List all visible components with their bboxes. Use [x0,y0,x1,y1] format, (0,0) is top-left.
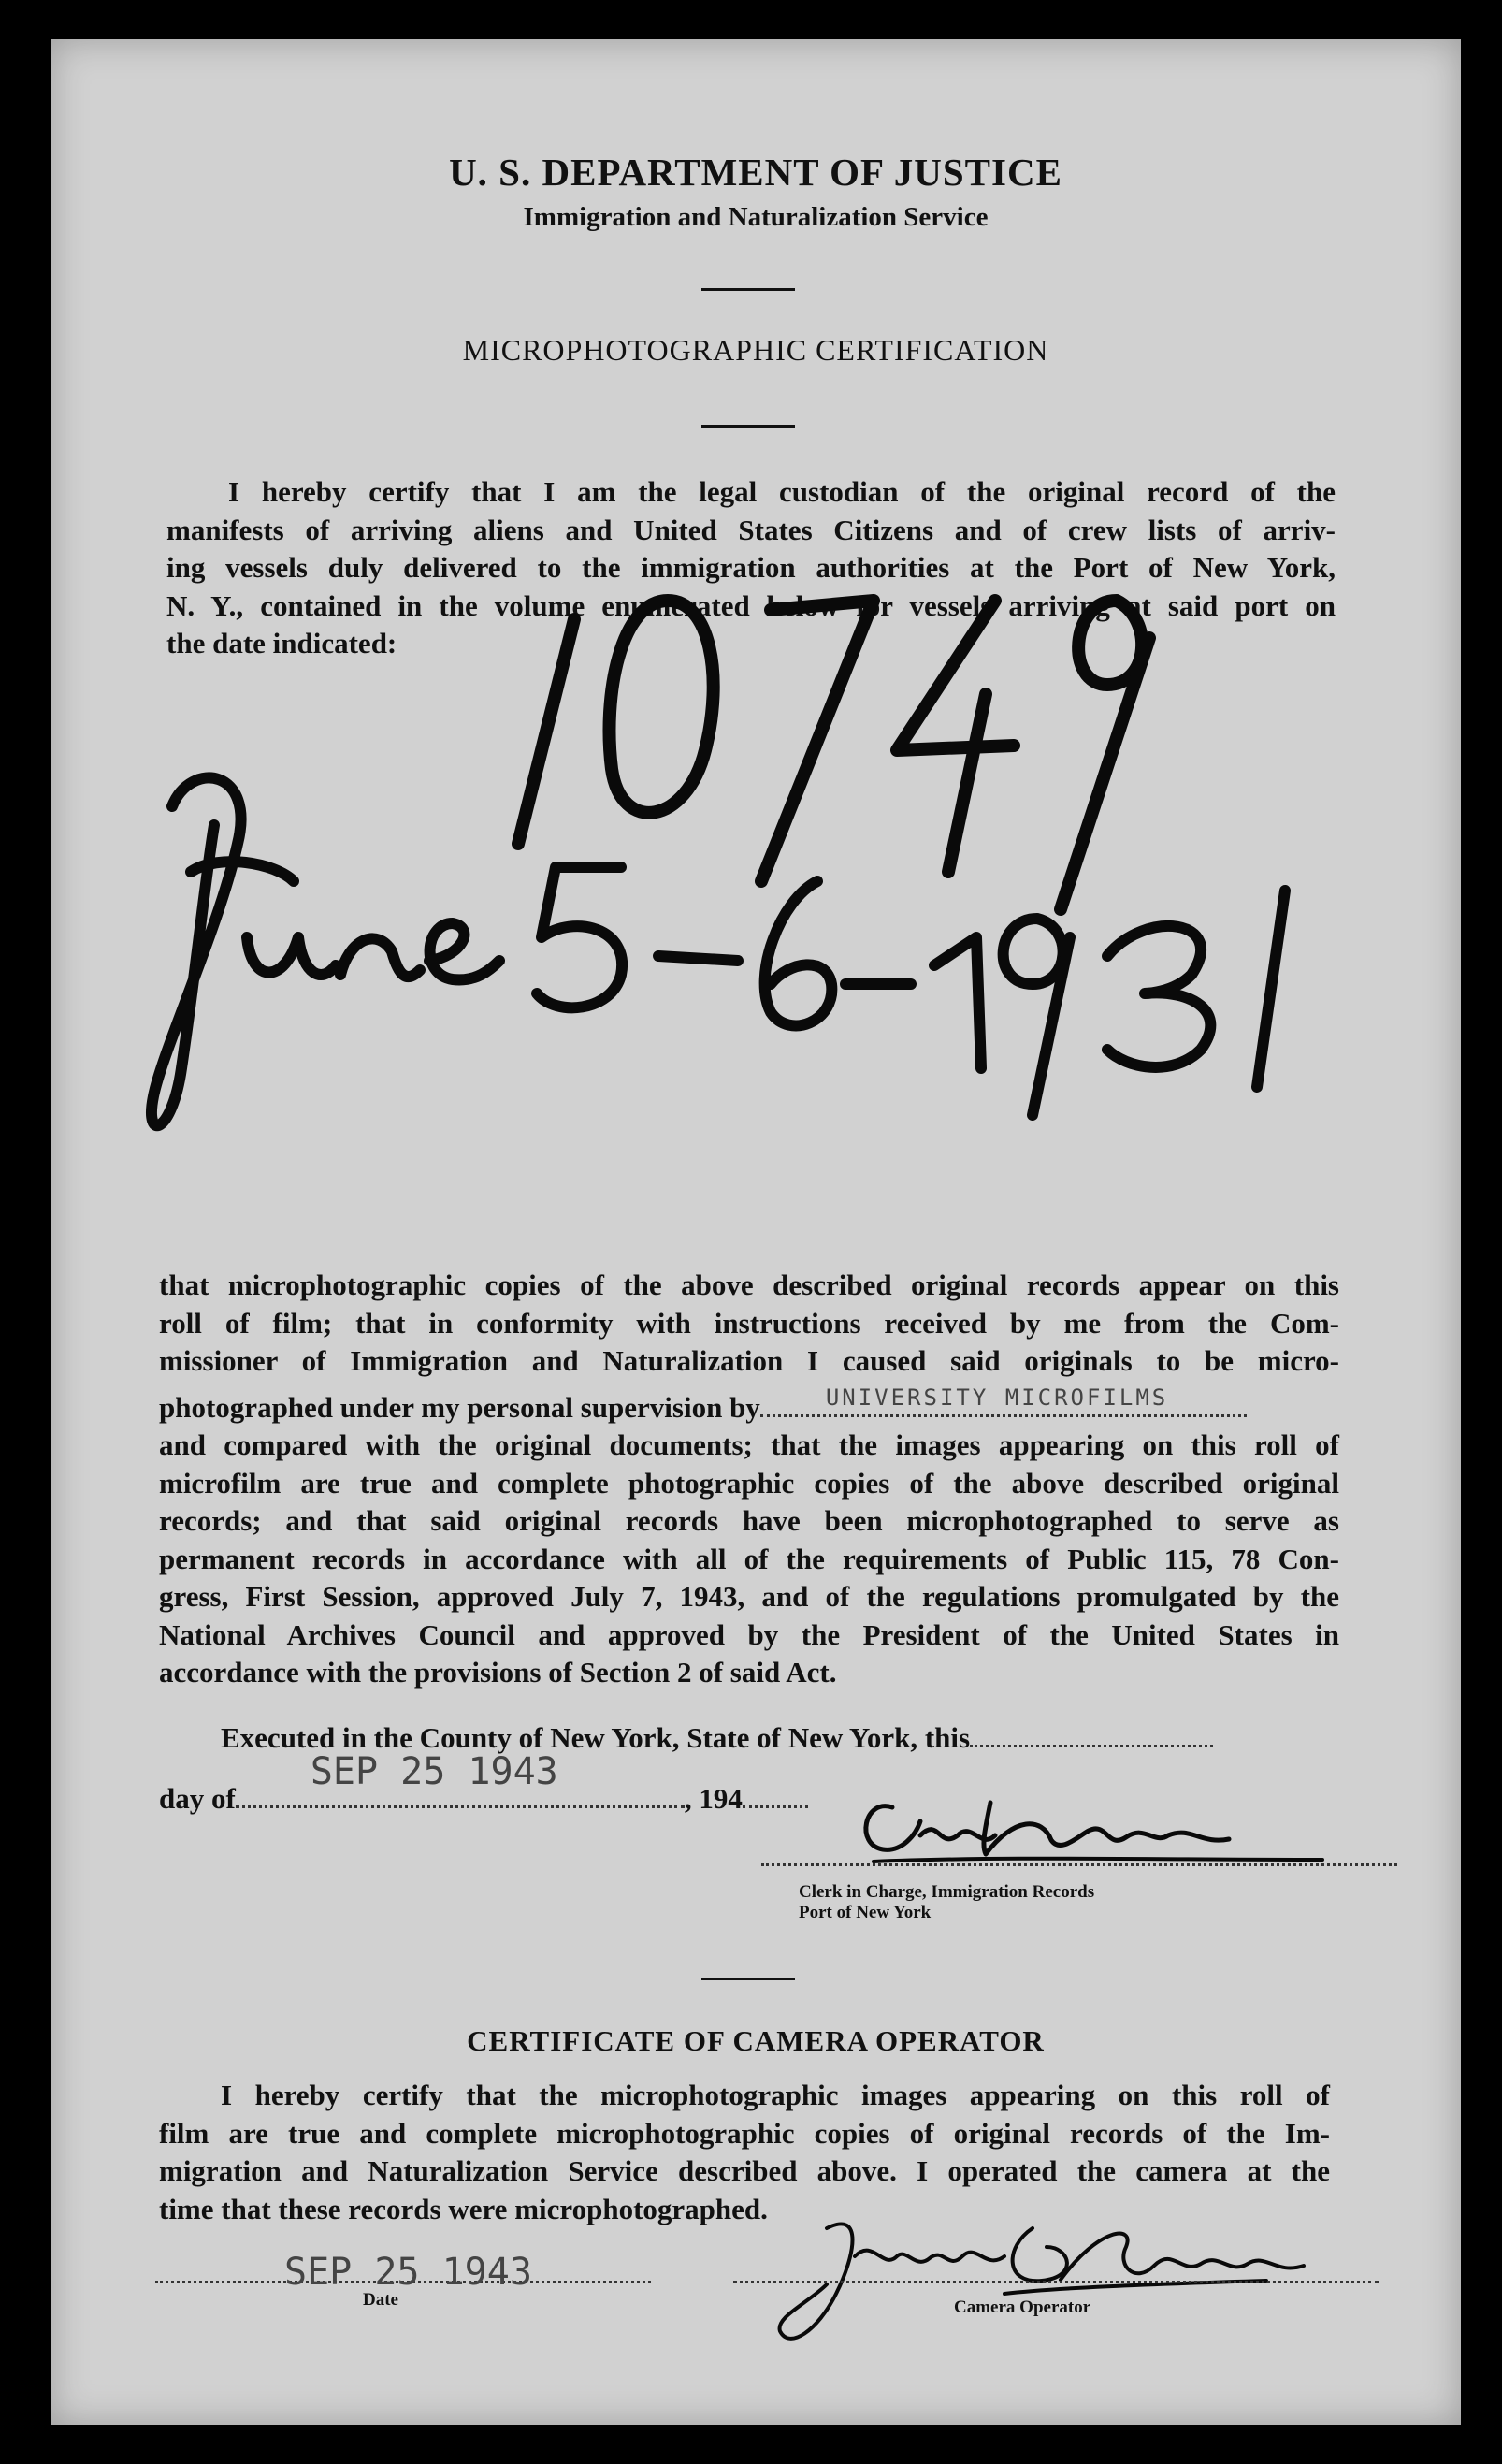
body-line: National Archives Council and approved by the President of the United States in [159,1617,1339,1651]
camera-operator-signature [724,2191,1379,2378]
body-line: missioner of Immigration and Naturalization I caused said originals to be micro- [159,1344,1339,1377]
agency-title: U. S. DEPARTMENT OF JUSTICE [449,151,1062,194]
intro-line: N. Y., contained in the volume enumerated below for vessels arriving at said port on [166,588,1336,622]
executed-day-field [970,1720,1213,1747]
supervision-line [159,1386,1339,1428]
section-divider [701,1978,795,1980]
camera-operator-heading: CERTIFICATE OF CAMERA OPERATOR [467,2024,1045,2057]
operator-line: I hereby certify that the microphotographic images appearing on this roll of [221,2079,1330,2111]
microfilmer-field [760,1386,1247,1417]
operator-line: migration and Naturalization Service described above. I operated the camera at the [159,2154,1330,2187]
form-title: MICROPHOTOGRAPHIC CERTIFICATION [462,333,1049,367]
intro-line: I hereby certify that I am the legal custodian of the original record of the [228,475,1336,508]
body-line: permanent records in accordance with all of the requirements of Public 115, 78 Con- [159,1542,1339,1575]
year-label: , 194 [684,1782,743,1815]
body-line: that microphotographic copies of the above described original records appear on this [159,1268,1339,1301]
body-line: roll of film; that in conformity with instructions received by me from the Com- [159,1306,1339,1340]
date-label: Date [363,2290,398,2310]
service-subtitle: Immigration and Naturalization Service [523,202,989,232]
intro-line: manifests of arriving aliens and United States Citizens and of crew lists of arriv- [166,513,1336,546]
clerk-title: Clerk in Charge, Immigration Records [799,1882,1095,1902]
intro-line: the date indicated: [166,627,397,659]
supervision-label: photographed under my personal supervision by [159,1390,760,1424]
body-line: and compared with the original documents; that the images appearing on this roll of [159,1428,1339,1461]
body-line: microfilm are true and complete photographic copies of the above described original [159,1466,1339,1500]
certification-body [159,1267,1339,1692]
operator-line: film are true and complete microphotographic copies of original records of the Im- [159,2116,1330,2150]
handwritten-arrival-dates [51,39,1461,1255]
body-line: gress, First Session, approved July 7, 1943, and of the regulations promulgated by the [159,1580,1339,1613]
operator-line: time that these records were microphotographed. [159,2192,768,2225]
execution-date-stamp: SEP 25 1943 [310,1750,558,1793]
body-line: accordance with the provisions of Section 2 of said Act. [159,1656,837,1689]
day-of-label: day of [159,1782,236,1815]
executed-text: Executed in the County of New York, State of New York, this [221,1721,971,1754]
microfilmer-stamp: UNIVERSITY MICROFILMS [825,1384,1169,1411]
certificate-page [51,39,1461,2425]
day-of-line [159,1750,808,1819]
clerk-signature [799,1779,1397,1891]
operator-date-stamp: SEP 25 1943 [284,2251,532,2294]
operator-signature-line [733,2281,1379,2283]
body-line: records; and that said original records have been microphotographed to serve as [159,1504,1339,1537]
intro-line: ing vessels duly delivered to the immigration authorities at the Port of New York, [166,551,1336,584]
camera-operator-label: Camera Operator [954,2297,1091,2317]
day-of-field [236,1750,685,1808]
clerk-port: Port of New York [799,1903,932,1922]
clerk-signature-line [761,1863,1397,1866]
